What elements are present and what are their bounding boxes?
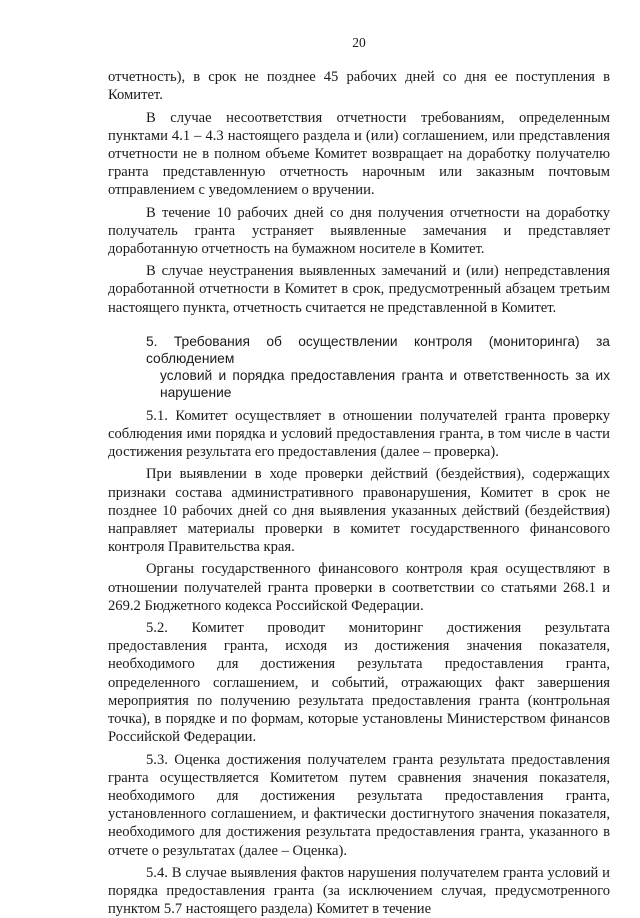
- section-title-line1: 5. Требования об осуществлении контроля (мониторинга) за соблюдением: [146, 333, 610, 366]
- paragraph-violation-materials: При выявлении в ходе проверки действий (бездействия), содержащих признаки состава административного правонарушения, Комитет в срок не позднее 10 рабочих дней со дня выявления указанных действий (бездействия) направляет материалы проверки в комитет государственного финансового контроля Правительства края.: [108, 466, 610, 556]
- page-number: 20: [352, 35, 366, 50]
- paragraph-5-2: 5.2. Комитет проводит мониторинг достижения результата предоставления гранта, исходя из достижения значения показателя, необходимого для достижения результата предоставления гранта, определенного соглашением, и событий, отражающих факт завершения мероприятия по получению результата предоставления гранта (контрольная точка), в порядке и по формам, которые установлены Министерством финансов Российской Федерации.: [108, 620, 610, 746]
- section-5-title: [108, 333, 610, 401]
- paragraph-rework-deadline: В течение 10 рабочих дней со дня получения отчетности на доработку получатель гранта устраняет выявленные замечания и представляет доработанную отчетность на бумажном носителе в Комитет.: [108, 204, 610, 258]
- paragraph-5-4: 5.4. В случае выявления фактов нарушения получателем гранта условий и порядка предоставления гранта (за исключением случая, предусмотренного пунктом 5.7 настоящего раздела) Комитет в течение: [108, 864, 610, 918]
- paragraph-financial-control: Органы государственного финансового контроля края осуществляют в отношении получателей гранта проверки в соответствии со статьями 268.1 и 269.2 Бюджетного кодекса Российской Федерации.: [108, 561, 610, 614]
- paragraph-5-1: 5.1. Комитет осуществляет в отношении получателей гранта проверку соблюдения ими порядка и условий предоставления гранта, в том числе в части достижения результата его предоставления (далее – проверка).: [108, 407, 610, 461]
- section-title-line2: условий и порядка предоставления гранта и ответственность за их нарушение: [160, 367, 610, 400]
- paragraph-continued: отчетность), в срок не позднее 45 рабочих дней со дня ее поступления в Комитет.: [108, 69, 610, 104]
- paragraph-5-3: 5.3. Оценка достижения получателем гранта результата предоставления гранта осуществляется Комитетом путем сравнения значения показателя, необходимого для достижения результата предоставления гранта, установленного соглашением, и фактически достигнутого значения показателя, необходимого для достижения результата предоставления гранта, указанного в отчете о результатах (далее – Оценка).: [108, 751, 610, 859]
- paragraph-not-submitted: В случае неустранения выявленных замечаний и (или) непредставления доработанной отчетности в Комитет в срок, предусмотренный абзацем третьим настоящего пункта, отчетность считается не представленной в Комитет.: [108, 263, 610, 316]
- paragraph-nonconformity: В случае несоответствия отчетности требованиям, определенным пунктами 4.1 – 4.3 настоящего раздела и (или) соглашением, или представления отчетности не в полном объеме Комитет возвращает на доработку получателю гранта представленную отчетность нарочным или заказным почтовым отправлением с уведомлением о вручении.: [108, 109, 610, 199]
